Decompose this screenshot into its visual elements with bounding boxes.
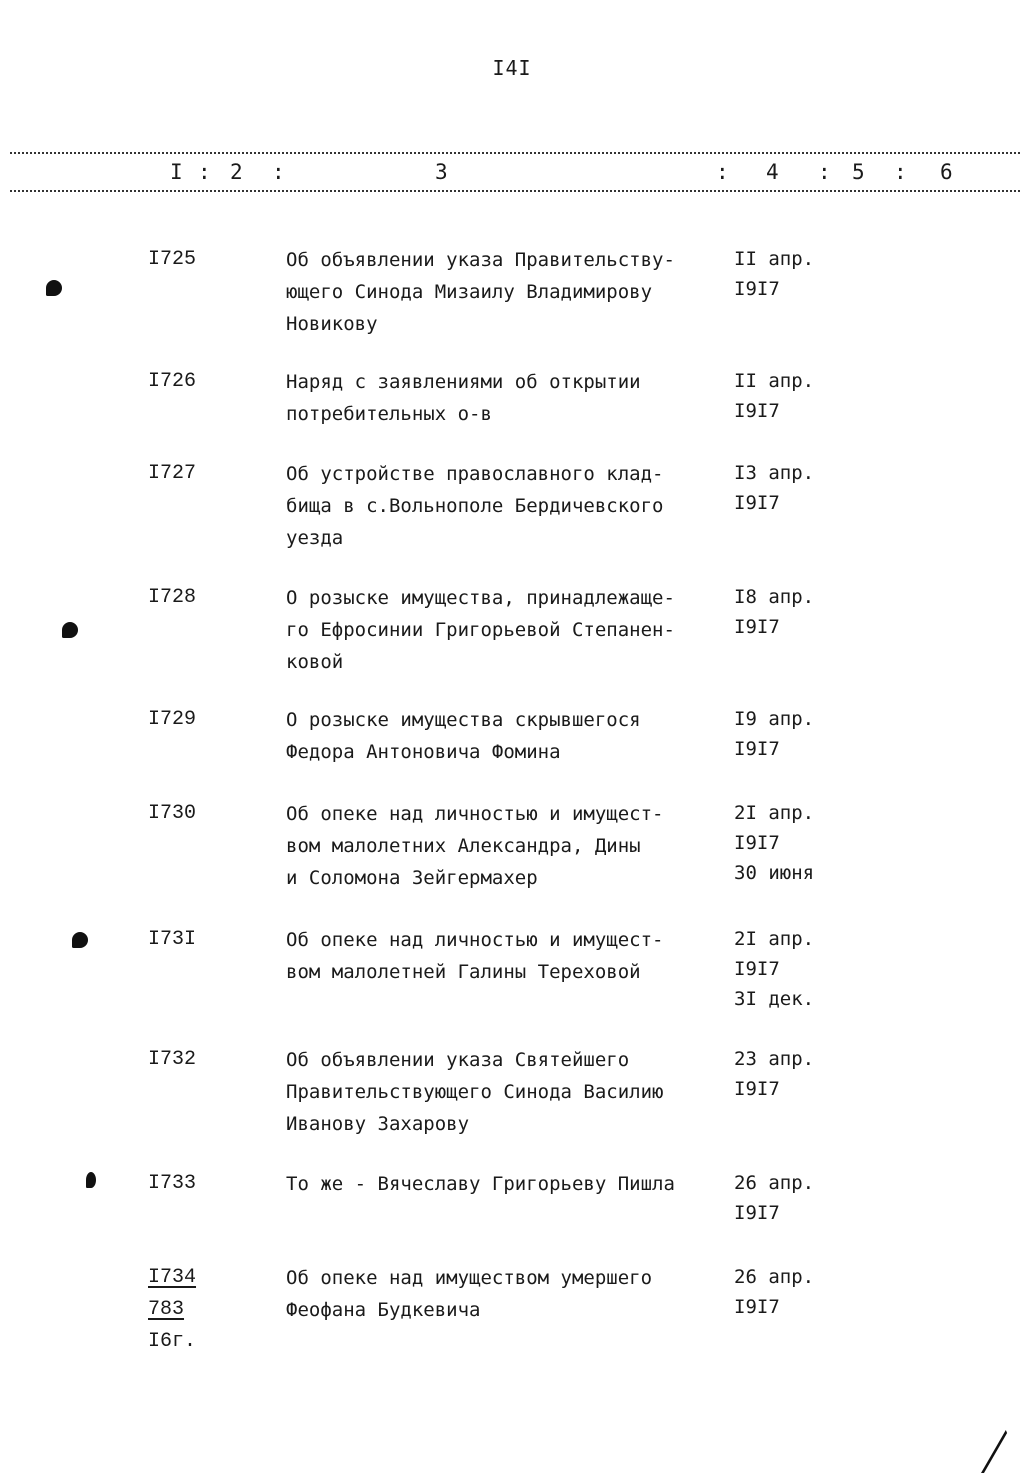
entry-number: I728 (148, 586, 197, 609)
entry-date: 26 апр. I9I7 (734, 1172, 815, 1224)
entry-number: I726 (148, 370, 197, 393)
column-header-2: 2 (230, 160, 244, 184)
column-header-1: I (170, 160, 184, 184)
entry-number: I729 (148, 708, 197, 731)
column-separator: : (818, 160, 832, 184)
entry-date: 2I апр. I9I7 30 июня (734, 802, 815, 884)
entry-title: Об опеке над личностью и имущест- вом малолетней Галины Тереховой (286, 929, 664, 983)
entry-date: II апр. I9I7 (734, 248, 815, 300)
entry-title: О розыске имущества, принадлежаще- го Ефросинии Григорьевой Степанен- ковой (286, 587, 675, 673)
entry-number: I734 783 I6г. (148, 1266, 197, 1353)
entry-number: I730 (148, 802, 197, 825)
entry-date: I8 апр. I9I7 (734, 586, 815, 638)
entry-date: 23 апр. I9I7 (734, 1048, 815, 1100)
entry-date: 26 апр. I9I7 (734, 1266, 815, 1318)
column-separator: : (894, 160, 908, 184)
entry-number: I732 (148, 1048, 197, 1071)
column-header-4: 4 (766, 160, 780, 184)
punch-hole-mark (72, 932, 88, 948)
column-header-5: 5 (852, 160, 866, 184)
entry-title: Об объявлении указа Святейшего Правительствующего Синода Василию Иванову Захарову (286, 1049, 664, 1135)
entry-title: Об устройстве православного клад- бища в с.Вольнополе Бердичевского уезда (286, 463, 664, 549)
entry-title: Об опеке над имуществом умершего Феофана Будкевича (286, 1267, 653, 1321)
punch-hole-mark (46, 280, 62, 296)
entry-title: О розыске имущества скрывшегося Федора Антоновича Фомина (286, 709, 641, 763)
entry-number: I73I (148, 928, 197, 951)
page-number: I4I (492, 56, 532, 80)
page-corner-fold (981, 1430, 1024, 1473)
punch-hole-mark (62, 622, 78, 638)
entry-date: I9 апр. I9I7 (734, 708, 815, 760)
entry-title: То же - Вячеславу Григорьеву Пишла (286, 1173, 675, 1195)
entry-number: I727 (148, 462, 197, 485)
column-separator: : (272, 160, 286, 184)
header-rule-bottom (10, 190, 1020, 192)
entry-title: Об объявлении указа Правительству- ющего Синода Мизаилу Владимирову Новикову (286, 249, 675, 335)
entry-date: I3 апр. I9I7 (734, 462, 815, 514)
entry-number: I725 (148, 248, 197, 271)
entry-date: II апр. I9I7 (734, 370, 815, 422)
entry-title: Об опеке над личностью и имущест- вом малолетних Александра, Дины и Соломона Зейгермахер (286, 803, 664, 889)
column-separator: : (716, 160, 730, 184)
header-rule-top (10, 152, 1020, 154)
column-header-3: 3 (435, 160, 449, 184)
column-separator: : (198, 160, 212, 184)
column-header-6: 6 (940, 160, 954, 184)
entry-number: I733 (148, 1172, 197, 1195)
entry-title: Наряд с заявлениями об открытии потребительных о-в (286, 371, 641, 425)
entry-date: 2I апр. I9I7 3I дек. (734, 928, 815, 1010)
punch-hole-mark (86, 1172, 96, 1188)
